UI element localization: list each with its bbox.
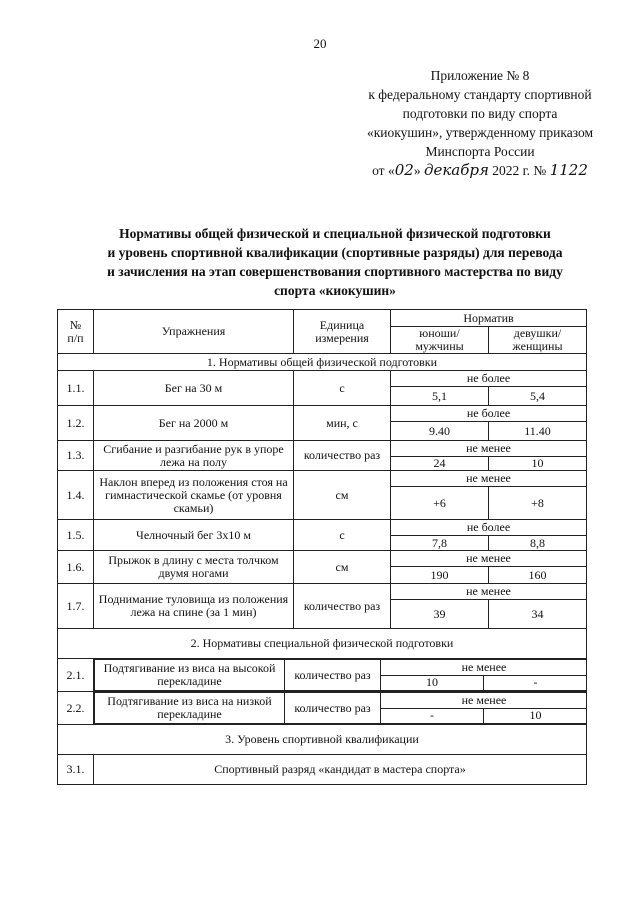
norm-girls: +8 [531,495,544,510]
header-unit: Единица измерения [294,310,391,354]
norm-condition: не менее [381,660,587,676]
norm-subtable [391,520,586,550]
section-title: 2. Нормативы специальной физической подготовки [58,629,587,659]
appendix-line: подготовки по виду спорта [402,106,558,121]
row-exercise: Челночный бег 3x10 м [94,520,294,551]
norm-subtable [391,406,586,440]
title-line: спорта «киокушин» [274,283,396,298]
norm-girls: 34 [531,606,544,621]
row-num: 2.2. [58,692,94,725]
section-title: 1. Нормативы общей физической подготовки [58,354,587,371]
norm-subtable [391,551,586,583]
table-row [58,584,587,629]
header-exercise: Упражнения [94,310,294,354]
row-exercise: Поднимание туловища из положения лежа на спине (за 1 мин) [94,584,294,629]
table-row [58,659,587,692]
norm-boys: 39 [391,600,489,629]
row-unit: с [294,371,391,406]
norms-table [57,309,587,785]
handwritten-month: декабря [423,161,489,179]
norm-subtable [391,441,586,470]
norm-boys: +6 [391,487,489,520]
appendix-line: Минспорта России [425,144,535,159]
row-unit: см [294,551,391,584]
handwritten-day: 02 [394,161,414,179]
date-prefix: от « [372,163,395,178]
row-exercise: Подтягивание из виса на низкой перекладине [95,693,285,724]
row-unit: см [294,471,391,520]
row-text: Спортивный разряд «кандидат в мастера спорта» [94,755,587,785]
section-row [58,629,587,659]
appendix-line: «киокушин», утвержденному приказом [366,125,594,140]
table-row [58,755,587,785]
header-norm: Норматив [391,310,587,327]
row-norm [391,520,587,551]
row-num: 1.3. [58,441,94,471]
row-exercise: Сгибание и разгибание рук в упоре лежа на полу [94,441,294,471]
row-num: 1.2. [58,406,94,441]
norm-boys: 9.40 [391,422,489,441]
year-text: 2022 г. № [492,163,547,178]
document-title [70,224,600,300]
table-row [58,371,587,406]
table-row [58,551,587,584]
date-mid: » [413,163,421,178]
norm-girls: 11.40 [524,423,551,438]
row-unit: количество раз [294,441,391,471]
norm-condition: не более [391,406,586,422]
row-num: 3.1. [58,755,94,785]
appendix-block [330,66,630,180]
norm-girls: - [484,675,587,691]
section-row [58,725,587,755]
norm-boys: 5,1 [391,387,489,406]
norm-condition: не более [391,520,586,536]
section-title: 3. Уровень спортивной квалификации [58,725,587,755]
norm-girls: 10 [484,708,587,724]
table-row [58,471,587,520]
row-num: 1.6. [58,551,94,584]
table-row [58,441,587,471]
norm-condition: не менее [381,693,587,709]
header-girls: девушки/ женщины [489,327,587,354]
row-unit: количество раз [294,584,391,629]
appendix-line: к федеральному стандарту спортивной [368,87,592,102]
title-line: и зачисления на этап совершенствования спортивного мастерства по виду [107,264,563,279]
norm-boys: 7,8 [391,536,489,551]
norm-condition: не менее [391,551,586,567]
norm-subtable [391,471,586,519]
row-unit: количество раз [285,693,381,724]
norm-subtable [391,584,586,628]
row-num: 1.1. [58,371,94,406]
row-num: 1.4. [58,471,94,520]
norm-girls: 10 [531,456,544,470]
row-norm [391,406,587,441]
norm-condition: не менее [391,441,586,457]
norm-boys: 190 [391,567,489,584]
row-unit: с [294,520,391,551]
row-exercise: Подтягивание из виса на высокой перекладине [95,660,285,691]
norm-girls: 8,8 [530,535,545,550]
appendix-line: Приложение № 8 [430,68,530,83]
row-num: 1.7. [58,584,94,629]
table-row [58,692,587,725]
norm-condition: не менее [391,471,586,487]
row-norm [391,371,587,406]
norm-boys: 24 [391,457,489,471]
norm-boys: - [381,708,484,724]
title-line: Нормативы общей физической и специальной физической подготовки [119,226,551,241]
order-date-line [330,161,630,180]
row-num: 1.5. [58,520,94,551]
row-norm [391,441,587,471]
row-norm [391,551,587,584]
norm-condition: не менее [391,584,586,600]
row-unit: количество раз [285,660,381,691]
table-row [58,520,587,551]
row-exercise: Наклон вперед из положения стоя на гимнастической скамье (от уровня скамьи) [94,471,294,520]
norm-girls: 160 [528,567,547,582]
row-exercise: Бег на 2000 м [94,406,294,441]
header-num: № п/п [58,310,94,354]
sec2-subtable [94,692,587,724]
norm-girls: 5,4 [530,388,545,403]
row-norm [391,584,587,629]
norm-boys: 10 [381,675,484,691]
row-exercise: Прыжок в длину с места толчком двумя ногами [94,551,294,584]
sec2-subtable [94,659,587,691]
table-row [58,406,587,441]
row-exercise: Бег на 30 м [94,371,294,406]
title-line: и уровень спортивной квалификации (спортивные разряды) для перевода [107,245,563,260]
handwritten-order-number: 1122 [549,161,588,179]
row-norm [391,471,587,520]
page-number: 20 [313,36,327,51]
row-num: 2.1. [58,659,94,692]
header-boys: юноши/ мужчины [391,327,489,354]
row-merged [94,692,587,725]
norm-condition: не более [391,371,586,387]
row-unit: мин, с [294,406,391,441]
row-merged [94,659,587,692]
norm-subtable [391,371,586,405]
section-row [58,354,587,371]
